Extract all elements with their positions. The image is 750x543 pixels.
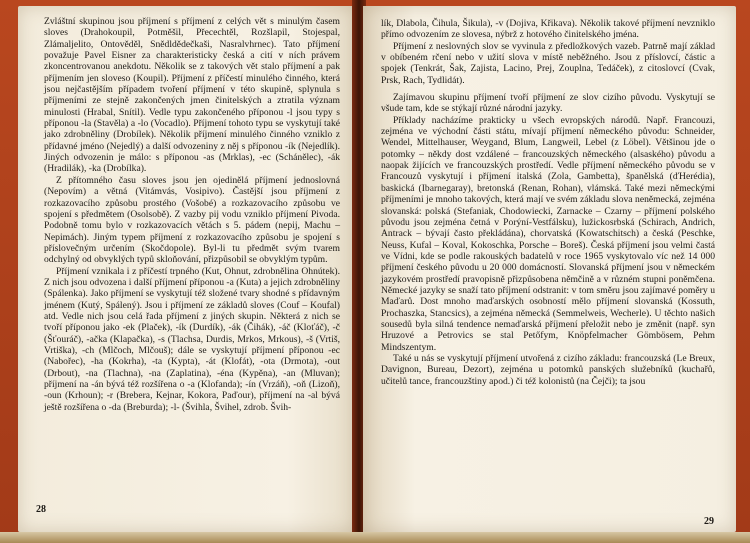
paragraph: Příjmení z neslovných slov se vyvinula z předložkových vazeb. Patrně mají základ v obíbeném rčení nebo v užití slova v místě neběžného. Jsou z příslovcí, částic a spojek (Tenkrát, Šak, Zajista, Lacino, Prej, Zouplna, Tedáček), z citoslovcí (Cvak, Prsk, Rach, Tydlidát). — [381, 40, 715, 86]
paragraph: Zvláštní skupinou jsou příjmení s příjmení z celých vět s minulým časem sloves (Drahokoupil, Potměšil, Přecechtěl, Rozšlapil, Stojespal, Zlámaljelito, Ontověděl, Snědldědečkaši, Nasralvhrnec). Tato příjmení považuje Pavel Eisner za charakteristicky česká a cití v ních právem zkoncentrovanou anekdotu. Několik se z takových vět stalo příjmení a pak příjmením jen sloveso (Koupil). Příjmení z příčestí minulého činného, která jsou nejčastějším případem tvoření příjmení v této skupině, splynula s příjmeními ze stejně zakončených jmen činitelských a ztratila význam minulosti (Hrabal, Snítil). Vedle typu zakončeného příponou -l jsou typy s příponou -la (Stavěla) a -lo (Vocadlo). Příjmení tohoto typu se vyskytují také jako zdrobněliny (Drobílek). Několik příjmení minulého činného vzniklo z přídavné jméno (Nejedlý) a další odvozeniny z něj s příponou -ík (Nejedlík). Jiných odvozenin je málo: s příponou -as (Mrklas), -ec (Schánělec), -ák (Hradilák), -ka (Drobílka). — [44, 16, 340, 175]
paragraph: Z přítomného času sloves jsou jen ojedinělá příjmení jednoslovná (Nepovím) a větná (Vitámvás, Vosipivo). Častější jsou příjmení z rozkazovacího způsobu prostého (Vošobé) a rozkazovacího způsobu ve spojení s předmětem (Osolsobě). Z vazby pij vodu vzniklo příjmení Pivoda. Podobně tomu bylo v rozkazovacích větách s 5. pádem (nepij, Machu – Nepimách). Jiným typem příjmení z rozkazovacího způsobu je spojení s příslovečným určením (Skočdopole). Byl-li tu předmět svým tvarem odchylný od obvyklých typů skloňování, přizpůsobil se obvyklým typům. — [44, 174, 340, 266]
right-page-text — [381, 18, 715, 387]
paragraph: Také u nás se vyskytují příjmení utvořená z cizího základu: francouzská (Le Breux, Davignon, Bureau, Dezort), zejména u potomků panských služebníků (kuchařů, učitelů tance, francouzštiny apod.) či též kolonistů (na Čejči); ta jsou — [381, 352, 715, 387]
page-number: 29 — [704, 516, 714, 527]
page-edge — [0, 532, 750, 543]
paragraph: lík, Dlabola, Čihula, Šikula), -v (Dojiva, Křikava). Několik takové příjmení nevzniklo přímo odvozením ze slovesa, nýbrž z hotového činitelského jména. — [381, 18, 715, 41]
paragraph: Příklady nacházíme prakticky u všech evropských národů. Např. Francouzi, zejména ve východní části státu, mívají příjmení německého původu: Schneider, Wendel, Mittelhauser, Weygand, Blum, Langweil, Lebel (z Löbel). Většinou jde o potomky – někdy dost vzdálené – francouzských německého (alsaského) původu a naopak žijících ve francouzských prostředí. Vedle příjmení německého původu se v Francouzů vyskytují i příjmení italská (Zola, Gambetta), španělská (ďHerédia), baskická (Ibarnegaray), bretonská (Renan, Rohan), vlámská. Také mezi německými příjmeními je mnoho takových, která mají ve svém základu slova neněmecká, zejména slovanská: polská (Stefaniak, Chodowiecki, Zarnacke – Czarny – příjmení polského původu jsou zejména četná v Porýní-Vestfálsku), lužickosrbská (Schirach, Andrich, Antrack – bývají často překládána), chorvatská (Kowatschitsch) a česká (Peschke, Neuss, Kufal – Koval, Kokoschka, Porsche – Boreš). Česká příjmení jsou velmi častá ve Vídni, kde se podle rakouských badatelů v roce 1965 vyskytovalo víc než 14 000 příjmení českého původu u 20 000 domácností. Slovanská příjmení jsou v německém jazykovém prostředí pravopisně přizpůsobena němčině a v různém stupni poněmčena. Německé jazyky se snaží tato příjmení odstranit: v tom směru jsou zajímavé poměry u Maďarů. Dost mnoho maďarských osobností mělo příjmení slovanská (Kossuth, Prochaszka, Stancsics), a zejména německá (Semmelweis, Wecherle). U těchto našich sousedů byla silná tendence nemaďarská příjmení přeložit nebo je změnit (např. syn Hruzové a Petrovics se stal Petőfym, Knöpfelmacher Gömbösem, Pehm Mindszentym. — [381, 114, 715, 353]
page-number: 28 — [36, 504, 46, 515]
paragraph: Příjmení vznikala i z příčestí trpného (Kut, Ohnut, zdrobnělina Ohnútek). Z nich jsou odvozena i další příjmení příponou -a (Kuta) a jejich zdrobněliny (Spálenka). Jako příjmení se vyskytují též složené tvary shodné s přídavným jménem (Kutý, Spálený). Jsou i příjmení ze základů sloves (Couf – Koufal) atd. Vedle nich jsou celá řada příjmení z jiných skupin. Některá z nich se tvoří příponou jako -ek (Plaček), -ík (Durdík), -ák (Čihák), -áč (Kloťáč), -č (Šťouráč), -ačka (Klapačka), -s (Tlachsa, Durdis, Mrkos, Mrkous), -š (Vrtiš, Vrtiška), -ch (Mlčoch, Mlčouš); dále se vyskytují příjmení příponou -ec (Nabořec), -ha (Kokrha), -ta (Kypta), -át (Klofát), -ota (Drmota), -out (Drbout), -na (Tlachna), -na (Zaplatina), -éna (Kypěna), -an (Mluvan); příjmení na -án bývá též rozšířena o -a (Klofanda); -ín (Vrzáň), -oň (Lizoň), -oun (Krhoun); -r (Brebera, Kejnar, Kokora, Paďour), příjmení na -al bývá ještě rozšířena o -da (Breburda); -l- (Švihla, Švihel, zdrob. Švih- — [44, 265, 340, 413]
paragraph: Zajímavou skupinu příjmení tvoří příjmení ze slov cizího původu. Vyskytují se všude tam, kde se stýkají různé národní jazyky. — [381, 92, 715, 115]
right-page — [363, 6, 736, 532]
left-page-text — [44, 16, 340, 413]
left-page — [18, 6, 355, 532]
